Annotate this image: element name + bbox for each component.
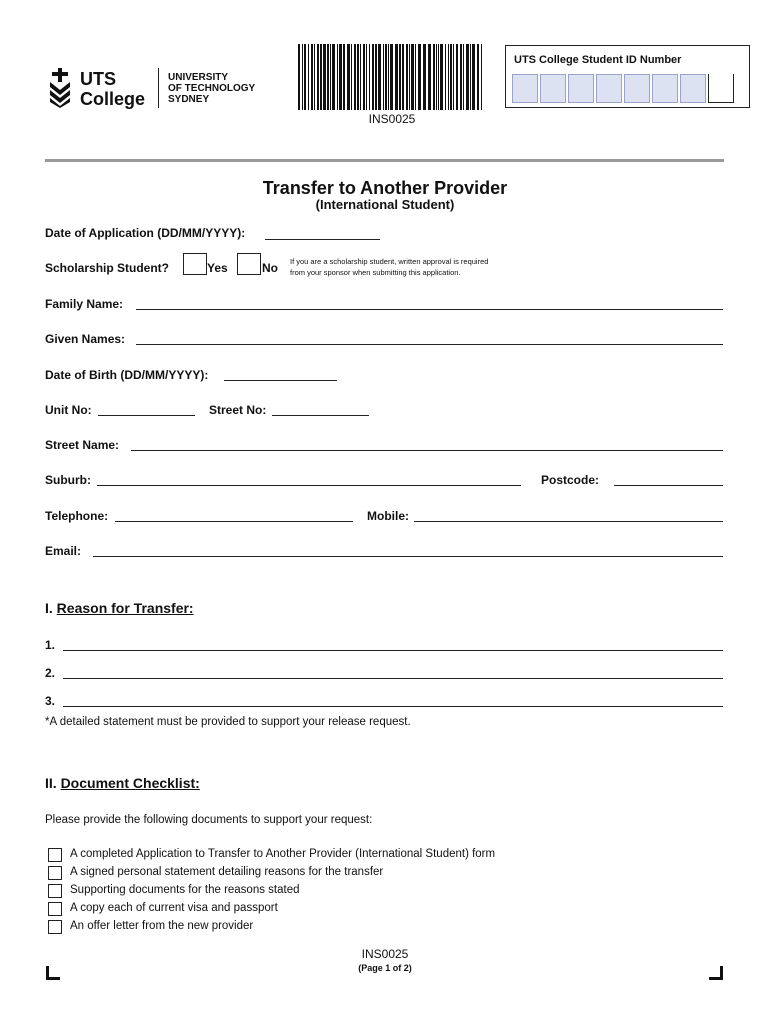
checklist-checkbox[interactable] bbox=[48, 848, 62, 862]
suburb-label: Suburb: bbox=[45, 473, 91, 487]
reason-item-number: 3. bbox=[45, 694, 56, 708]
student-id-cell[interactable] bbox=[680, 74, 706, 103]
checklist-checkbox[interactable] bbox=[48, 920, 62, 934]
student-id-cell[interactable] bbox=[596, 74, 622, 103]
student-id-cell[interactable] bbox=[540, 74, 566, 103]
given-names-field[interactable] bbox=[136, 344, 723, 345]
barcode-code: INS0025 bbox=[368, 112, 416, 126]
date-of-application-field[interactable] bbox=[265, 239, 380, 240]
street-name-label: Street Name: bbox=[45, 438, 120, 452]
scholarship-note-line-2: from your sponsor when submitting this application. bbox=[290, 268, 461, 277]
postcode-field[interactable] bbox=[614, 485, 723, 486]
form-subtitle: (International Student) bbox=[315, 197, 455, 212]
street-no-label: Street No: bbox=[209, 403, 267, 417]
family-name-field[interactable] bbox=[136, 309, 723, 310]
reason-item-number: 2. bbox=[45, 666, 56, 680]
section-reason-title: Reason for Transfer: bbox=[56, 600, 194, 616]
scholarship-note bbox=[290, 256, 550, 278]
scholarship-yes-label: Yes bbox=[207, 261, 228, 275]
reason-field-1[interactable] bbox=[63, 650, 723, 651]
date-of-birth-field[interactable] bbox=[224, 380, 337, 381]
footer-code: INS0025 bbox=[361, 947, 409, 961]
section-checklist-number: II. bbox=[45, 775, 57, 791]
email-field[interactable] bbox=[93, 556, 723, 557]
reason-field-3[interactable] bbox=[63, 706, 723, 707]
given-names-label: Given Names: bbox=[45, 332, 126, 346]
form-title: Transfer to Another Provider bbox=[262, 178, 508, 198]
suburb-field[interactable] bbox=[97, 485, 521, 486]
mobile-label: Mobile: bbox=[367, 509, 409, 523]
date-of-application-label: Date of Application (DD/MM/YYYY): bbox=[45, 226, 246, 240]
checklist-checkbox[interactable] bbox=[48, 902, 62, 916]
logo-text-college: College bbox=[80, 89, 146, 109]
student-id-cell[interactable] bbox=[512, 74, 538, 103]
student-id-cell[interactable] bbox=[568, 74, 594, 103]
university-line-2: OF TECHNOLOGY bbox=[168, 83, 256, 94]
checklist-item-label: A completed Application to Transfer to Another Provider (International Student) form bbox=[70, 848, 496, 860]
street-no-field[interactable] bbox=[272, 415, 369, 416]
scholarship-note-line-1: If you are a scholarship student, written approval is required bbox=[290, 257, 489, 266]
checklist-item-label: A signed personal statement detailing reasons for the transfer bbox=[70, 866, 384, 878]
logo-text-uts: UTS bbox=[80, 69, 116, 89]
barcode-image bbox=[298, 44, 486, 110]
unit-no-field[interactable] bbox=[98, 415, 195, 416]
mobile-field[interactable] bbox=[414, 521, 723, 522]
scholarship-no-label: No bbox=[262, 261, 278, 275]
student-id-cells bbox=[512, 74, 736, 103]
reason-field-2[interactable] bbox=[63, 678, 723, 679]
student-id-cell[interactable] bbox=[708, 74, 734, 103]
section-checklist-title: Document Checklist: bbox=[60, 775, 200, 791]
student-id-cell[interactable] bbox=[624, 74, 650, 103]
street-name-field[interactable] bbox=[131, 450, 723, 451]
telephone-label: Telephone: bbox=[45, 509, 109, 523]
date-of-birth-label: Date of Birth (DD/MM/YYYY): bbox=[45, 368, 209, 382]
university-line-1: UNIVERSITY bbox=[168, 72, 229, 83]
student-id-cell[interactable] bbox=[652, 74, 678, 103]
logo-divider bbox=[158, 68, 159, 108]
university-line-3: SYDNEY bbox=[168, 94, 210, 105]
telephone-field[interactable] bbox=[115, 521, 353, 522]
email-label: Email: bbox=[45, 544, 82, 558]
section-checklist-heading bbox=[45, 775, 200, 791]
family-name-label: Family Name: bbox=[45, 297, 124, 311]
scholarship-no-checkbox[interactable] bbox=[237, 253, 261, 275]
student-id-title: UTS College Student ID Number bbox=[514, 54, 682, 66]
checklist-checkbox[interactable] bbox=[48, 866, 62, 880]
university-name bbox=[168, 72, 255, 105]
reason-footnote: *A detailed statement must be provided to support your release request. bbox=[45, 716, 411, 728]
unit-no-label: Unit No: bbox=[45, 403, 92, 417]
checklist-item-label: An offer letter from the new provider bbox=[70, 920, 254, 932]
corner-mark-bottom-right-icon bbox=[709, 966, 723, 980]
reason-item-number: 1. bbox=[45, 638, 56, 652]
checklist-item-label: Supporting documents for the reasons stated bbox=[70, 884, 300, 896]
postcode-label: Postcode: bbox=[541, 473, 600, 487]
section-reason-heading bbox=[45, 600, 194, 616]
checklist-checkbox[interactable] bbox=[48, 884, 62, 898]
checklist-item-label: A copy each of current visa and passport bbox=[70, 902, 278, 914]
corner-mark-bottom-left-icon bbox=[46, 966, 60, 980]
checklist-intro: Please provide the following documents to support your request: bbox=[45, 814, 373, 826]
section-reason-number: I. bbox=[45, 600, 53, 616]
header-rule bbox=[45, 159, 724, 162]
uts-college-logo-icon bbox=[48, 68, 72, 108]
scholarship-yes-checkbox[interactable] bbox=[183, 253, 207, 275]
student-id-box bbox=[505, 45, 750, 108]
scholarship-label: Scholarship Student? bbox=[45, 261, 170, 275]
footer-page-number: (Page 1 of 2) bbox=[358, 963, 412, 973]
